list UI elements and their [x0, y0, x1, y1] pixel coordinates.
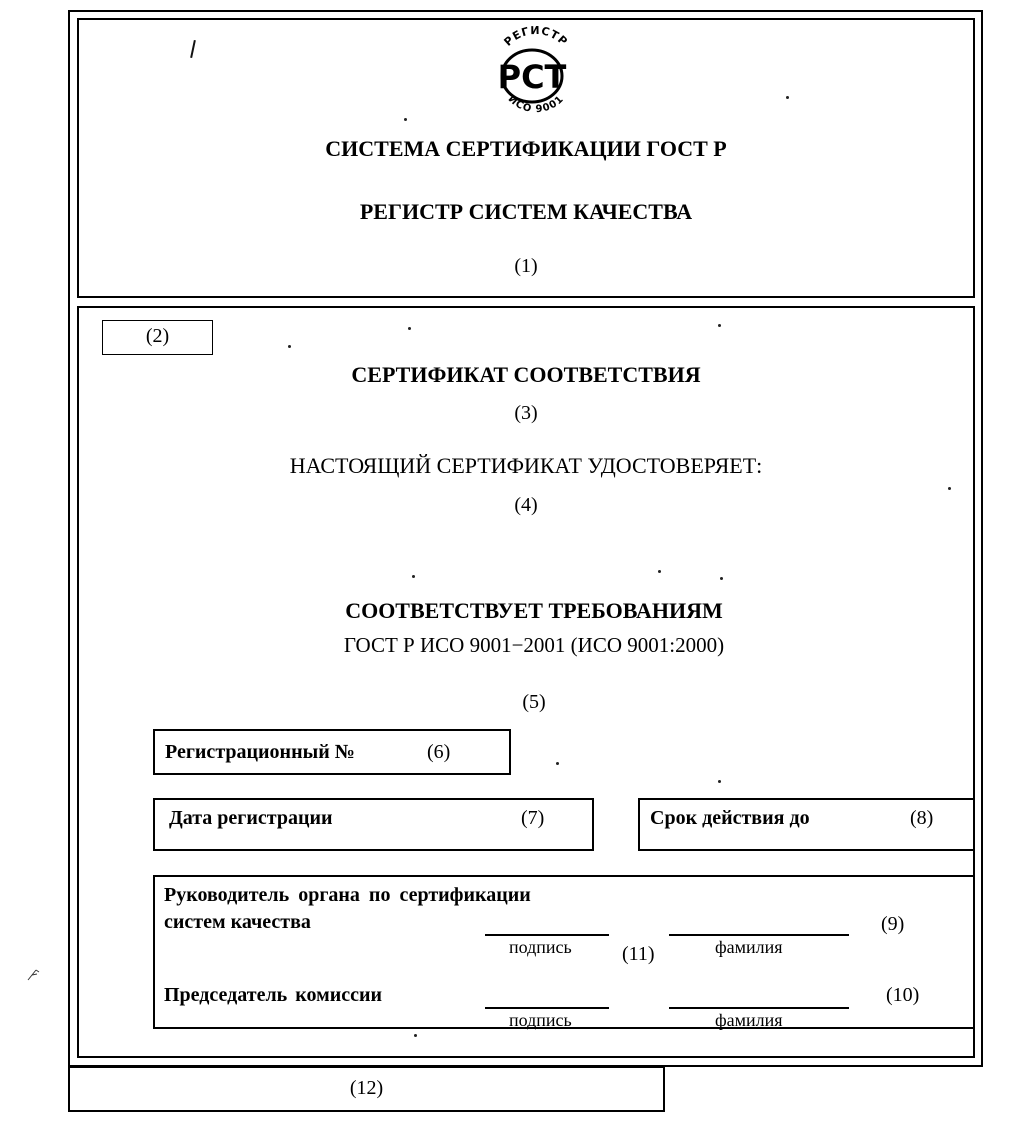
- field-box-2: [102, 320, 213, 355]
- field-ref-7: (7): [521, 807, 545, 829]
- registration-number-label: Регистрационный №: [165, 741, 355, 763]
- field-ref-11: (11): [622, 943, 655, 965]
- scan-mark-corner-glyph: [26, 966, 42, 982]
- speck-8: [658, 570, 661, 573]
- field-ref-8: (8): [910, 807, 934, 829]
- chairman-surname-line: [669, 1007, 849, 1009]
- field-ref-4: (4): [514, 494, 538, 516]
- speck-1: [404, 118, 407, 121]
- logo-top-text: РЕГИСТР: [501, 24, 571, 49]
- logo-bottom-text: ИСО 9001: [505, 93, 567, 116]
- complies-heading: СООТВЕТСТВУЕТ ТРЕБОВАНИЯМ: [345, 598, 723, 623]
- valid-until-box: [638, 798, 974, 851]
- speck-3: [408, 327, 411, 330]
- field-ref-5: (5): [522, 691, 546, 713]
- field-ref-3: (3): [514, 402, 538, 424]
- field-ref-12: (12): [349, 1077, 384, 1099]
- logo-mark-letters: РСТ: [497, 58, 567, 96]
- chairman-label: Председатель комиссии: [164, 984, 383, 1006]
- signatures-box: [153, 875, 974, 1029]
- system-title: СИСТЕМА СЕРТИФИКАЦИИ ГОСТ Р: [325, 136, 727, 161]
- valid-until-label: Срок действия до: [650, 807, 810, 829]
- certifies-text: НАСТОЯЩИЙ СЕРТИФИКАТ УДОСТОВЕРЯЕТ:: [289, 453, 763, 478]
- speck-2: [786, 96, 789, 99]
- rst-logo: [484, 24, 588, 118]
- speck-12: [948, 487, 951, 490]
- head-signature-line: [485, 934, 609, 936]
- field-ref-2: (2): [145, 325, 170, 347]
- speck-11: [414, 1034, 417, 1037]
- registration-number-box: [153, 729, 511, 775]
- footer-box: [68, 1066, 665, 1112]
- field-ref-9: (9): [881, 913, 905, 935]
- standard-text: ГОСТ Р ИСО 9001−2001 (ИСО 9001:2000): [343, 633, 725, 657]
- head-signature-caption: подпись: [509, 937, 572, 957]
- head-label-line1: Руководитель органа по сертификации: [164, 884, 531, 906]
- rst-logo-mark: [484, 24, 588, 118]
- scan-mark-corner: [26, 966, 42, 982]
- registration-date-label: Дата регистрации: [169, 807, 333, 829]
- head-label-line2: систем качества: [164, 911, 311, 933]
- certificate-title: СЕРТИФИКАТ СООТВЕТСТВИЯ: [351, 362, 701, 387]
- field-ref-1: (1): [514, 255, 538, 277]
- svg-text:РЕГИСТР: [502, 24, 571, 49]
- field-ref-10: (10): [886, 984, 920, 1006]
- field-ref-6: (6): [427, 741, 451, 763]
- speck-5: [288, 345, 291, 348]
- chairman-signature-caption: подпись: [509, 1010, 572, 1030]
- speck-6: [412, 575, 415, 578]
- head-surname-line: [669, 934, 849, 936]
- speck-10: [556, 762, 559, 765]
- speck-7: [720, 577, 723, 580]
- registration-date-box: [153, 798, 594, 851]
- speck-9: [718, 780, 721, 783]
- chairman-surname-caption: фамилия: [715, 1010, 783, 1030]
- register-title: РЕГИСТР СИСТЕМ КАЧЕСТВА: [359, 199, 693, 224]
- head-surname-caption: фамилия: [715, 937, 783, 957]
- speck-4: [718, 324, 721, 327]
- chairman-signature-line: [485, 1007, 609, 1009]
